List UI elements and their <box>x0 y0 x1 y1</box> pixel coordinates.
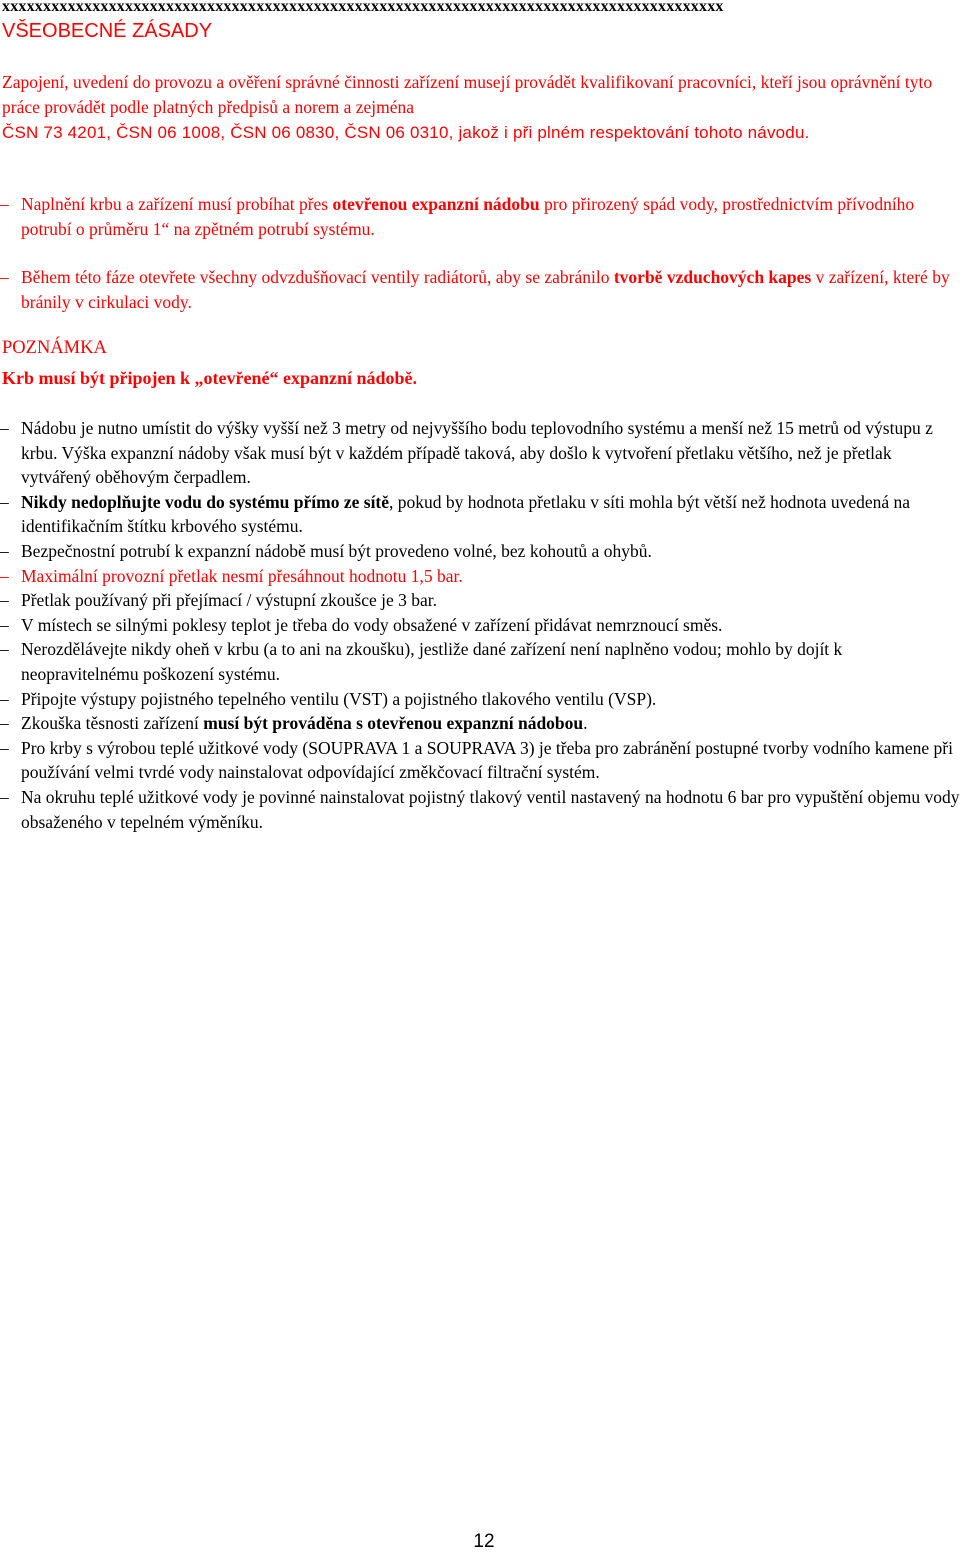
bold-run: musí být prováděna s otevřenou expanzní nádobou <box>203 713 584 734</box>
intro-paragraph <box>2 70 960 145</box>
list-item <box>0 687 960 712</box>
section-title: VŠEOBECNÉ ZÁSADY <box>2 20 213 42</box>
text-run: Během této fáze otevřete všechny odvzdušňovací ventily radiátorů, aby se zabránilo <box>21 267 614 287</box>
dash-marker: – <box>0 786 9 807</box>
list-item-text: Nerozdělávejte nikdy oheň v krbu (a to ani na zkoušku), jestliže dané zařízení není naplněno vodou; mohlo by dojít k neopravitelnému poškození systému. <box>21 639 843 684</box>
dash-marker: – <box>0 540 9 561</box>
text-run: Naplnění krbu a zařízení musí probíhat přes <box>21 194 333 214</box>
header-xline: xxxxxxxxxxxxxxxxxxxxxxxxxxxxxxxxxxxxxxxxxxxxxxxxxxxxxxxxxxxxxxxxxxxxxxxxxxxxxxxxxxxxxxxx <box>2 0 724 15</box>
list-item-text: Nádobu je nutno umístit do výšky vyšší než 3 metry od nejvyššího bodu teplovodního systému a menší než 15 metrů od výstupu z krbu. Výška expanzní nádoby však musí být v každém případě taková, aby došlo k vytvoření přetlaku většího, než je přetlak vytvářený oběhovým čerpadlem. <box>21 418 933 488</box>
list-item-text: Maximální provozní přetlak nesmí přesáhnout hodnotu 1,5 bar. <box>21 565 463 586</box>
list-item <box>0 711 960 736</box>
dash-marker: – <box>0 590 9 611</box>
dash-marker: – <box>0 614 9 635</box>
dash-marker: – <box>0 267 9 287</box>
list-item <box>0 736 960 785</box>
text-run: pro přirozený spád vody, prostřednictvím přívodního potrubí o průměru 1“ na zpětném potrubí systému. <box>21 194 915 239</box>
intro-standards: ČSN 73 4201, ČSN 06 1008, ČSN 06 0830, ČSN 06 0310, jakož i při plném respektování tohoto návodu. <box>2 123 810 142</box>
list-item-text <box>21 490 960 539</box>
list-item-text: Pro krby s výrobou teplé užitkové vody (SOUPRAVA 1 a SOUPRAVA 3) je třeba pro zabránění postupné tvorby vodního kamene při používání velmi tvrdé vody nainstalovat odpovídající změkčovací filtrační systém. <box>21 737 953 783</box>
list-item <box>0 785 960 834</box>
list-item <box>0 637 960 686</box>
list-item-warning <box>0 564 960 589</box>
bold-run: otevřenou expanzní nádobu <box>332 194 540 214</box>
list-item-text: Na okruhu teplé užitkové vody je povinné nainstalovat pojistný tlakový ventil nastavený na hodnotu 6 bar pro vypuštění objemu vody obsaženého v tepelném výměníku. <box>21 786 960 832</box>
list-item-text: Přetlak používaný při přejímací / výstupní zkoušce je 3 bar. <box>21 590 438 611</box>
red-item-2-text <box>21 265 958 314</box>
text-run: . <box>583 713 588 734</box>
bold-run: Nikdy nedoplňujte vodu do systému přímo ze sítě <box>21 491 390 512</box>
page-number: 12 <box>473 1531 495 1552</box>
text-run: Zkouška těsnosti zařízení <box>21 713 204 734</box>
list-item-text: Bezpečnostní potrubí k expanzní nádobě musí být provedeno volné, bez kohoutů a ohybů. <box>21 540 652 561</box>
list-item-text: V místech se silnými poklesy teplot je třeba do vody obsažené v zařízení přidávat nemrznoucí směs. <box>21 614 723 635</box>
list-item <box>0 490 960 539</box>
dash-marker: – <box>0 688 9 709</box>
dash-marker: – <box>0 639 9 660</box>
dash-marker: – <box>0 491 9 512</box>
dash-marker: – <box>0 713 9 734</box>
list-item <box>0 613 960 638</box>
dash-marker: – <box>0 194 9 214</box>
list-item-text: Připojte výstupy pojistného tepelného ventilu (VST) a pojistného tlakového ventilu (VSP). <box>21 688 657 709</box>
list-item <box>0 539 960 564</box>
rules-list <box>0 416 960 834</box>
text-run: , pokud by hodnota přetlaku v síti mohla být větší než hodnota uvedená na identifikačním štítku krbového systému. <box>21 491 911 537</box>
list-item-text <box>21 711 960 736</box>
dash-marker: – <box>0 565 9 586</box>
list-item <box>0 416 960 490</box>
red-item-2 <box>0 265 958 314</box>
list-item <box>0 588 960 613</box>
text-run: v zařízení, které by bránily v cirkulaci vody. <box>21 267 950 312</box>
dash-marker: – <box>0 737 9 758</box>
bold-run: tvorbě vzduchových kapes <box>613 267 812 287</box>
red-item-1 <box>0 192 958 241</box>
note-line: Krb musí být připojen k „otevřené“ expanzní nádobě. <box>2 368 418 388</box>
note-heading: POZNÁMKA <box>2 338 107 358</box>
red-item-1-text <box>21 192 958 241</box>
dash-marker: – <box>0 418 9 438</box>
intro-text: Zapojení, uvedení do provozu a ověření správné činnosti zařízení musejí provádět kvalifikovaní pracovníci, kteří jsou oprávnění tyto práce provádět podle platných předpisů a norem a zejména <box>2 72 933 117</box>
